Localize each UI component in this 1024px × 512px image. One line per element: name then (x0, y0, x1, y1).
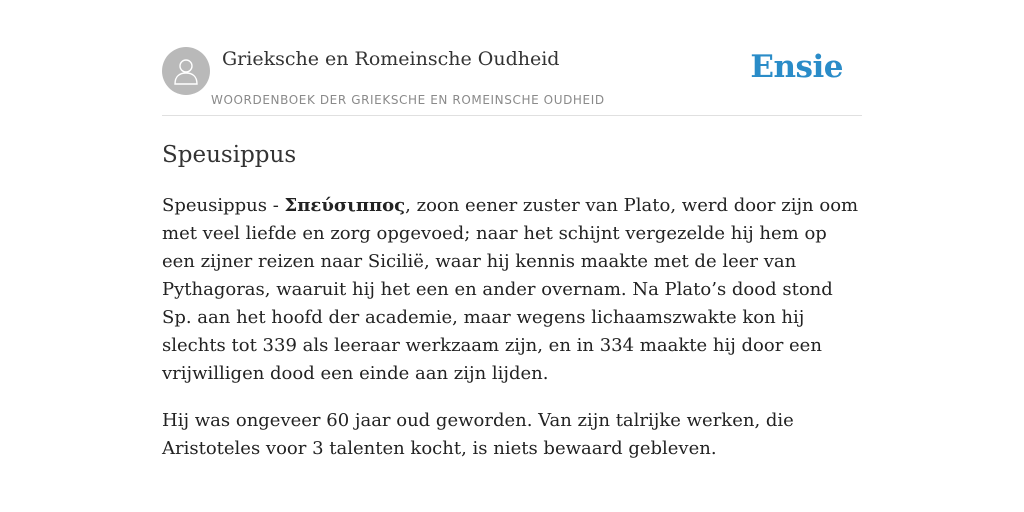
entry-paragraph: Hij was ongeveer 60 jaar oud geworden. Van zijn talrijke werken, die Aristoteles voor 3 talenten kocht, is niets bewaard gebleven. (162, 410, 794, 459)
avatar[interactable] (162, 47, 210, 95)
entry-paragraph (162, 192, 862, 388)
user-silhouette-icon (173, 57, 199, 85)
entry-text: , zoon eener zuster van Plato, werd door zijn oom met veel liefde en zorg opgevoed; naar het schijnt vergezelde hij hem op een zijner reizen naar Sicilië, waar hij kennis maakte met de leer van Pythagoras, waaruit hij het een en ander overnam. Na Plato’s dood stond Sp. aan het hoofd der academie, maar wegens lichaamszwakte kon hij slechts tot 339 als leeraar werkzaam zijn, en in 334 maakte hij door een vrijwilligen dood een einde aan zijn lijden. (162, 195, 859, 384)
entry-title: Speusippus (162, 142, 297, 168)
site-title[interactable]: Grieksche en Romeinsche Oudheid (222, 48, 560, 70)
brand-logo[interactable]: Ensie (750, 49, 843, 85)
greek-term: Σπεύσιππος (284, 195, 406, 216)
entry-lead: Speusippus - (162, 195, 285, 216)
entry-body (162, 192, 862, 482)
site-header (162, 46, 862, 116)
site-subtitle: WOORDENBOEK DER GRIEKSCHE EN ROMEINSCHE OUDHEID (211, 93, 605, 107)
